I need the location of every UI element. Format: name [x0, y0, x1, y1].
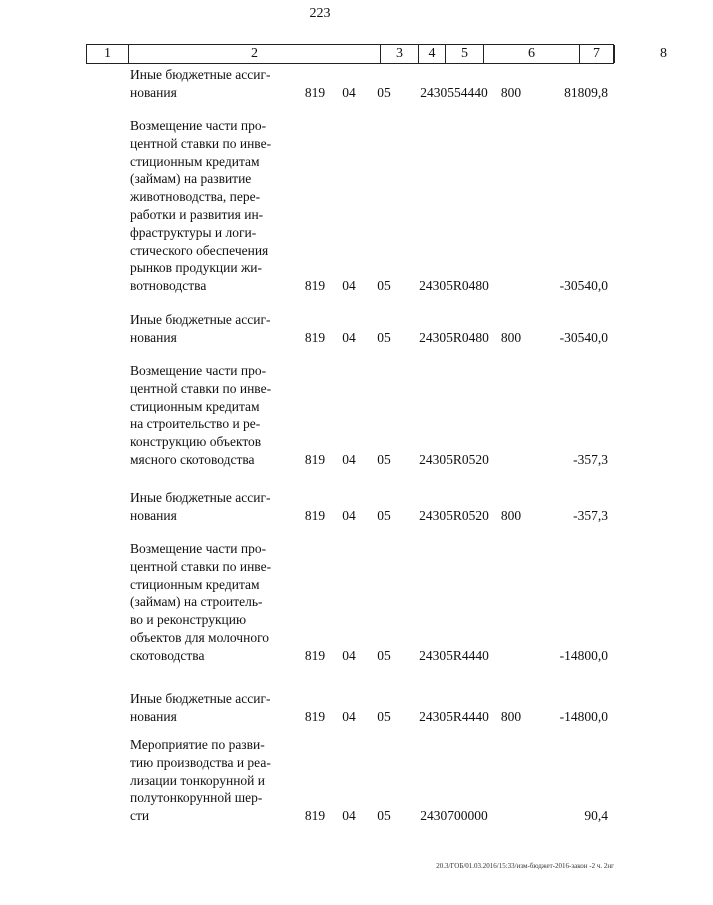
cell-c4: 04: [342, 278, 356, 294]
cell-c5: 05: [377, 808, 391, 824]
cell-c4: 04: [342, 808, 356, 824]
description-line: животноводства, пере-: [130, 189, 261, 205]
column-header-4: 4: [419, 45, 446, 63]
cell-c5: 05: [377, 329, 391, 345]
cell-c6: 24305R0520: [419, 507, 489, 523]
description-line: Возмещение части про-: [130, 541, 267, 556]
description-line: Иные бюджетные ассиг-: [130, 691, 271, 706]
cell-c8: 90,4: [584, 808, 608, 824]
description-line: конструкцию объектов: [130, 434, 262, 450]
description-line: стиционным кредитам: [130, 398, 260, 414]
cell-c8: -357,3: [573, 507, 608, 523]
description-line: фраструктуры и логи-: [130, 224, 257, 240]
description-line: (займам) на развитие: [130, 171, 252, 187]
cell-c3: 819: [304, 329, 326, 345]
footer-reference: 20.3/ГОБ/01.03.2016/15:33/изм-бюджет-2016-закон -2 ч. 2нг: [436, 862, 614, 870]
cell-c3: 819: [304, 278, 326, 294]
description-line: вотноводства: [130, 278, 207, 294]
column-header-3: 3: [381, 45, 419, 63]
cell-c7: 800: [500, 507, 522, 523]
cell-c4: 04: [342, 329, 356, 345]
column-header-8: 8: [660, 46, 667, 61]
cell-c6: 24305R4440: [419, 647, 489, 663]
cell-c6: 2430554440: [420, 84, 488, 100]
description-line: скотоводства: [130, 647, 205, 663]
description-line: объектов для молочного: [130, 629, 270, 645]
cell-c8: -357,3: [573, 452, 608, 467]
description-line: Иные бюджетные ассиг-: [130, 67, 271, 82]
column-header-row: [86, 44, 667, 64]
description-line: стиционным кредитам: [130, 576, 260, 592]
row-description: [130, 362, 296, 469]
description-line: на строительство и ре-: [130, 416, 261, 432]
cell-c7: 800: [500, 84, 522, 100]
column-header-1: 1: [87, 45, 129, 63]
cell-c8: -30540,0: [559, 329, 608, 345]
cell-c3: 819: [304, 507, 326, 523]
description-line: нования: [130, 329, 177, 345]
cell-c6: 24305R0480: [419, 278, 489, 294]
description-line: Иные бюджетные ассиг-: [130, 312, 271, 327]
cell-c3: 819: [304, 708, 326, 724]
description-line: во и реконструкцию: [130, 612, 247, 628]
cell-c3: 819: [304, 647, 326, 663]
cell-c3: 819: [304, 808, 326, 824]
description-line: Возмещение части про-: [130, 118, 267, 133]
description-line: Возмещение части про-: [130, 363, 267, 378]
cell-c8: -14800,0: [559, 647, 608, 663]
description-line: нования: [130, 708, 177, 724]
description-line: работки и развития ин-: [130, 206, 264, 222]
description-line: Мероприятие по разви-: [130, 737, 265, 752]
cell-c5: 05: [377, 507, 391, 523]
cell-c3: 819: [304, 452, 326, 467]
cell-c8: -30540,0: [559, 278, 608, 294]
row-description: [130, 311, 296, 347]
description-line: тию производства и реа-: [130, 754, 271, 770]
cell-c4: 04: [342, 84, 356, 100]
cell-c6: 2430700000: [420, 808, 488, 824]
column-header-7: 7: [580, 45, 614, 63]
row-description: [130, 489, 296, 525]
row-description: [130, 540, 296, 665]
description-line: стического обеспечения: [130, 242, 269, 258]
cell-c5: 05: [377, 84, 391, 100]
cell-c4: 04: [342, 507, 356, 523]
description-line: центной ставки по инве-: [130, 558, 272, 574]
cell-c4: 04: [342, 647, 356, 663]
cell-c8: -14800,0: [559, 708, 608, 724]
row-description: [130, 117, 296, 295]
cell-c5: 05: [377, 647, 391, 663]
page-number: 223: [309, 6, 331, 21]
description-line: сти: [130, 808, 150, 824]
column-header-2: 2: [129, 45, 381, 63]
description-line: лизации тонкорунной и: [130, 772, 265, 788]
description-line: стиционным кредитам: [130, 153, 260, 169]
cell-c8: 81809,8: [564, 84, 608, 100]
cell-c5: 05: [377, 708, 391, 724]
cell-c4: 04: [342, 452, 356, 467]
cell-c7: 800: [500, 708, 522, 724]
cell-c6: 24305R0480: [419, 329, 489, 345]
description-line: Иные бюджетные ассиг-: [130, 490, 271, 505]
description-line: нования: [130, 507, 177, 523]
description-line: нования: [130, 84, 177, 100]
description-line: центной ставки по инве-: [130, 380, 272, 396]
cell-c5: 05: [377, 278, 391, 294]
cell-c3: 819: [304, 84, 326, 100]
description-line: мясного скотоводства: [130, 451, 255, 467]
column-header-6: 6: [484, 45, 580, 63]
cell-c7: 800: [500, 329, 522, 345]
description-line: центной ставки по инве-: [130, 135, 272, 151]
cell-c6: 24305R0520: [419, 452, 489, 467]
row-description: [130, 736, 296, 825]
cell-c6: 24305R4440: [419, 708, 489, 724]
description-line: (займам) на строитель-: [130, 594, 263, 610]
column-header-5: 5: [446, 45, 484, 63]
cell-c5: 05: [377, 452, 391, 467]
description-line: полутонкорунной шер-: [130, 790, 263, 806]
description-line: рынков продукции жи-: [130, 260, 263, 276]
cell-c4: 04: [342, 708, 356, 724]
row-description: [130, 690, 296, 726]
row-description: [130, 66, 296, 102]
